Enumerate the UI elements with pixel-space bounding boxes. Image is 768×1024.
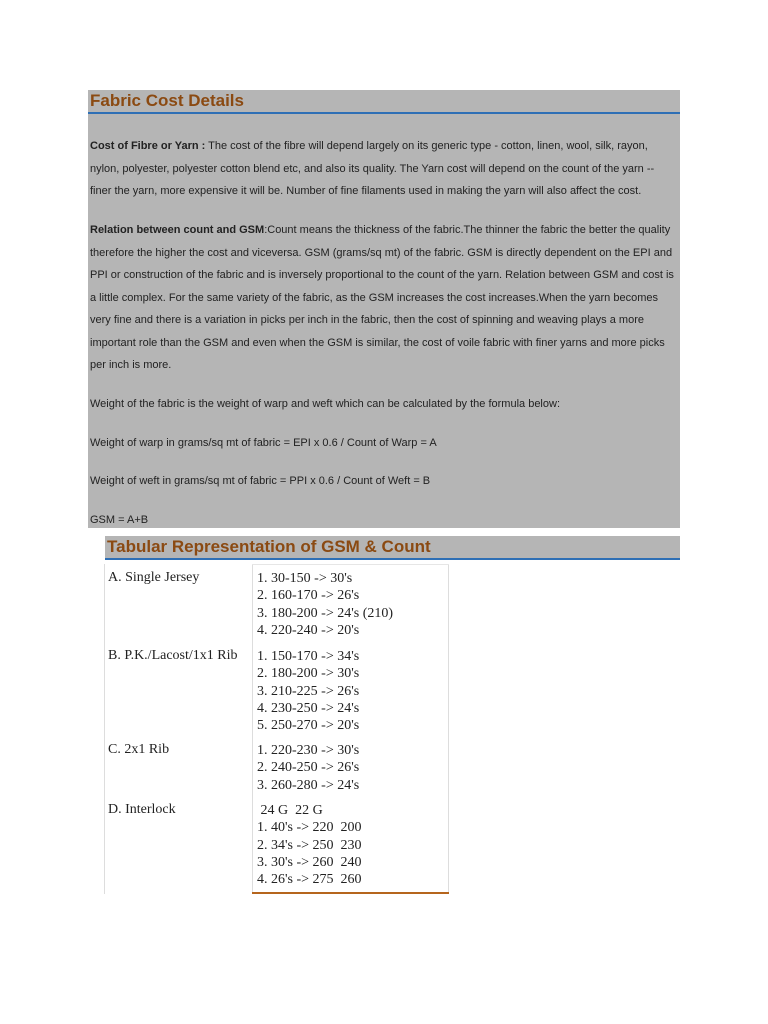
gsm-formula: GSM = A+B bbox=[90, 514, 149, 526]
table-border-left bbox=[104, 564, 105, 894]
count-gsm-text: :Count means the thickness of the fabric.The thinner the fabric the better the quality therefore the higher the cost and viceversa. GSM (grams/sq mt) of the fabric. GSM is directly dependent on the EPI and PPI or construction of the fabric and is inversely proportional to the count of the yarn. Relation between GSM and cost is a little complex. For the same variety of the fabric, as the GSM increases the cost increases.When the yarn becomes very fine and there is a variation in picks per inch in the fabric, then the cost of spinning and weaving plays a more important role than the GSM and even when the GSM is similar, the cost of voile fabric with finer yarns and more picks per inch is more. bbox=[90, 224, 674, 371]
table-border-middle bbox=[252, 564, 253, 894]
fibre-cost-text: The cost of the fibre will depend largely on its generic type - cotton, linen, wool, silk, rayon, nylon, polyester, polyester cotton blend etc, and also its quality. The Yarn cost will depend on the count of the yarn -- finer the yarn, more expensive it will be. Number of fine filaments used in making the yarn will also affect the cost. bbox=[90, 140, 655, 197]
list-item: 1. 30-150 -> 30's bbox=[257, 571, 353, 586]
table-row-values bbox=[257, 802, 362, 888]
list-item: 2. 240-250 -> 26's bbox=[257, 760, 360, 776]
list-item: 4. 26's -> 275 260 bbox=[257, 872, 362, 888]
list-item: 2. 34's -> 250 230 bbox=[257, 837, 362, 853]
list-item: 1. 40's -> 220 200 bbox=[257, 820, 362, 836]
table-border-top bbox=[252, 564, 449, 565]
table-row-category: D. Interlock bbox=[108, 802, 176, 817]
list-item: 3. 210-225 -> 26's bbox=[257, 683, 360, 699]
list-item: 5. 250-270 -> 20's bbox=[257, 718, 360, 734]
table-row-values bbox=[257, 742, 359, 794]
table-row-category: C. 2x1 Rib bbox=[108, 742, 170, 757]
list-item: 3. 30's -> 260 240 bbox=[257, 854, 362, 870]
list-item: 2. 180-200 -> 30's bbox=[257, 666, 360, 682]
table-row-category: A. Single Jersey bbox=[108, 570, 200, 585]
fibre-cost-paragraph bbox=[90, 135, 676, 203]
list-item: 4. 220-240 -> 20's bbox=[257, 622, 360, 638]
list-item: 3. 260-280 -> 24's bbox=[257, 777, 360, 793]
list-item: 24 G 22 G bbox=[257, 803, 323, 818]
list-item: 1. 220-230 -> 30's bbox=[257, 743, 360, 758]
section-heading bbox=[88, 90, 680, 114]
table-title: Tabular Representation of GSM & Count bbox=[107, 537, 431, 556]
warp-formula: Weight of warp in grams/sq mt of fabric = EPI x 0.6 / Count of Warp = A bbox=[90, 437, 437, 449]
page-title: Fabric Cost Details bbox=[90, 91, 244, 110]
table-border-bottom bbox=[252, 892, 449, 894]
table-border-right bbox=[448, 564, 449, 892]
table-row-values bbox=[257, 570, 393, 639]
list-item: 3. 180-200 -> 24's (210) bbox=[257, 605, 394, 621]
list-item: 2. 160-170 -> 26's bbox=[257, 588, 360, 604]
list-item: 1. 150-170 -> 34's bbox=[257, 649, 360, 664]
count-gsm-label: Relation between count and GSM bbox=[90, 224, 265, 236]
weft-formula: Weight of weft in grams/sq mt of fabric = PPI x 0.6 / Count of Weft = B bbox=[90, 475, 431, 487]
fibre-cost-label: Cost of Fibre or Yarn : bbox=[90, 140, 206, 152]
table-heading bbox=[105, 536, 680, 560]
table-row-values bbox=[257, 648, 359, 734]
weight-intro: Weight of the fabric is the weight of warp and weft which can be calculated by the formula below: bbox=[90, 398, 560, 410]
list-item: 4. 230-250 -> 24's bbox=[257, 700, 360, 716]
table-row-category: B. P.K./Lacost/1x1 Rib bbox=[108, 648, 238, 663]
count-gsm-paragraph bbox=[90, 219, 676, 377]
